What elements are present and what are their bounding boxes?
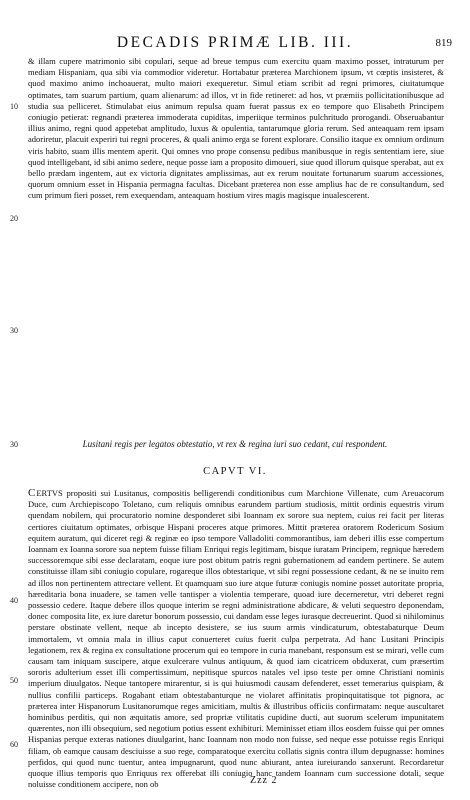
margin-number-30b: 30: [10, 440, 18, 449]
margin-number-20: 20: [10, 214, 18, 223]
margin-number-10: 10: [10, 102, 18, 111]
running-title: DECADIS PRIMÆ LIB. III.: [116, 34, 354, 51]
text-block-2: [28, 488, 444, 790]
chapter-title: CAPVT VI.: [203, 466, 267, 477]
margin-number-30a: 30: [10, 326, 18, 335]
page-header: [0, 34, 470, 56]
chapter-summary: Lusitani regis per legatos obtestatio, vt rex & regina iuri suo cedant, cui respondent.: [82, 439, 388, 449]
margin-number-50: 50: [10, 676, 18, 685]
margin-number-60: 60: [10, 740, 18, 749]
paragraph-1: & illam cupere matrimonio sibi copulari, seque ad breue tempus cum exercitu quam maximo posset, intraturum per mediam Hispaniam, qua sibi via commodior videretur. Hortabatur præterea Marchionem ipsum, vt cœptis insisteret, & quod maximo animo inchoauerat, multo maiori exequeretur. Simul etiam scribit ad regni primores, ciuitatumque optimates, tam suarum partium, quam alienarum: ad illos, vt in fide retineret: ad hos, vt præmiis pollicitationibusque ad studia sua pelliceret. Stimulabat eius animum repulsa quam fuerat passus ex eo tempore quo Elisabeth Principem coniugio petierat: regnandi præterea immoderata cupiditas, imperiique terminos pulchritudo prorogandi. Obseruabantur illius animo, regni quod appetebat amplitudo, luxus & opulentia, tantarumque gloria rerum. Sed anteaquam rem ipsam adoriretur, placuit experiri tui regni proceres, & quali animo erga se forent explorare. Consilio itaque ex omnium ordinum viris habito, suam illis mentem aperit. Qui omnes vno prope consensu pedibus manibusque in regis sententiam iere, siue quod intelligebant, id sibi animo sedere, neque posse iam a proposito dimoueri, siue quod illorum quisque sperabat, aut ex bello prædam ingentem, aut ex victoria dignitates amplissimas, aut ex rerum nouitate fortunarum suarum accessiones, quorum omnium esset in Hispania permagna facultas. Dicebant præterea non esse amplius hac de re consultandum, sed cum primum fieri posset, rem exequendam, anteaquam hostium vires magis magisque inualescerent.: [28, 56, 444, 201]
signature-mark: Zzz 2: [250, 775, 278, 786]
margin-number-40: 40: [10, 596, 18, 605]
page-number: 819: [435, 37, 452, 49]
text-block-1: [28, 56, 444, 202]
paragraph-2: CERTVS propositi sui Lusitanus, compositis belligerendi conditionibus cum Marchione Villenate, cum Areuacorum Duce, cum Archiepiscopo Toletano, cum reliquis omnibus earundem partium studiosis, mittit ordinis equestris virum quendam nobilem, qui procuratorio nomine desponderet sibi Ioannam ex sorore sua neptem, cuius rei facit per literas certiores ciuitatum optimates, orbisque Hispani proceres atque primores. Mittit præterea oratorem Rodericum Sosium equitem auratum, qui diceret regi & reginæ eo ipso tempore Valladoliti commorantibus, iam deberi illis esse compertum Ioannam ex Ioanna sorore sua neptem fuisse filiam Enriqui regis legitimam, bisque iuratam Principem, regnique hæredem successoremque sibi esse declaratam, eoque iure post obitum patris regni gubernationem ad eandem pertinere. Se autem constituisse illam sibi coniugio copulare, rogareque illos obtestarique, vt sibi regni possessione cedant, & ne se inuito rem ad illos non pertinentem attrectare vellent. Et quamquam suo iure atque futuræ coniugis nomine posset autoritate propria, hæreditaria bona inuadere, se tamen velle tantisper a violentia temperare, quoad iure decerneretur, vtri deberet regni possessio cedere. Itaque debere illos quoque interim se regni administratione abdicare, & veluti sequestro deponendam, donec composita lite, ex iure daretur bonorum possessio, cui dandam esse leges iurasque decreuerint. Quod si nihilominus perstare obstinate vellent, neque ab incepto desistere, se ius suum armis vindicaturum, obtestabaturque Deum immortalem, vt omnia mala in illius caput conuerteret cuius fuerit culpa perpetrata. Ad hanc Lusitani Principis legationem, rex & regina ex consultatione procerum qui eo tempore in curia manebant, responsum est se mirari, velle cum causam tam iniquam suscipere, atque exulcerare vulnus antiquum, & quod iam cicatricem obduxerat, cum præsertim sororis adulterium esset illi compertissimum, nepitisque spurcos natales vel ipso teste per omne Christiani nominis imperium diuulgatos. Neque tantopere mirarentur, si is qui huiusmodi causam defenderet, esset temerarius quispiam, & nullius confilii particeps. Rogabant etiam obtestabanturque ne violaret affinitatis propinquitatisque tot pignora, ac præterea inter Hispanorum Lusitanorumque reges amicitiam, multis & illustribus officiis confirmatam: neque auscultaret hominibus perditis, qui non æquitatis amore, sed propriæ vtilitatis cupidine ducti, aut suorum scelerum impunitatem quærentes, non illi obsequium, sed negotium potius essent exhibituri. Meminisset etiam illos eosdem fuisse qui per omnes Hispanias perque exteras nationes diuulgarint, hanc Ioannam non modo non fuisse, sed neque esse potuisse regis Enriqui filiam, ob eamque causam desciuisse a suo rege, comparatoque exercitu collatis signis contra illum depugnasse: homines perfidos, qui quod nunc tuentur, antea impugnarunt, quod nunc abiurant, antea iureiurando sanxerunt. Recordaretur quoque illius temporis quo Enriquus rex offerebat illi coniugio hanc tandem Ioannam cum successione dotali, seque noluisse conditionem accipere, non ob: [28, 487, 444, 790]
